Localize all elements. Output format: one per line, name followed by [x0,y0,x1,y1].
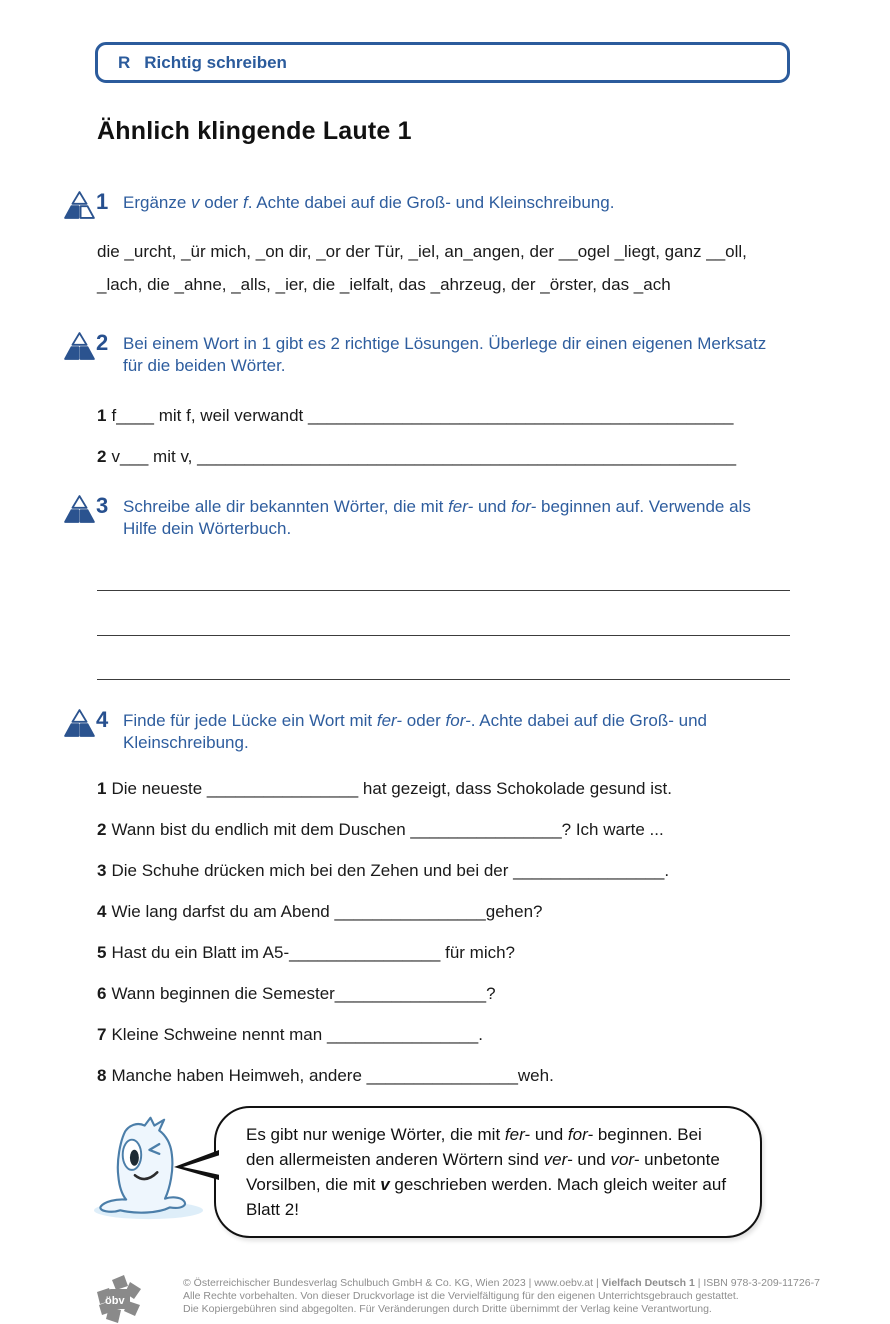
exercise-1-body [97,235,890,301]
difficulty-pyramid-icon [63,709,96,737]
exercise-number: 4 [96,707,109,732]
item-number: 3 [97,861,107,880]
list-item [97,819,890,841]
oebv-logo-text: öbv [105,1295,125,1307]
list-item [97,860,890,882]
item-text: f____ mit f, weil verwandt _____________________________________________ [111,406,734,425]
exercise-number: 1 [96,189,109,214]
exercise-4-header [63,708,890,754]
exercise-1 [63,190,890,301]
exercise-instruction: Bei einem Wort in 1 gibt es 2 richtige Lösungen. Überlege dir einen eigenen Merksatz für die beiden Wörter. [123,334,767,375]
oebv-publisher-logo [95,1274,143,1324]
item-number: 8 [97,1066,107,1085]
gap-fill-line: _lach, die _ahne, _alls, _ier, die _ielfalt, das _ahrzeug, der _örster, das _ach [97,275,671,294]
item-text: Die neueste ________________ hat gezeigt, dass Schokolade gesund ist. [111,779,672,798]
difficulty-pyramid-icon [63,495,96,523]
exercise-2-body [97,405,890,468]
item-number: 6 [97,984,107,1003]
item-text: Die Schuhe drücken mich bei den Zehen und bei der ________________. [111,861,670,880]
exercise-3 [63,494,890,680]
list-item [97,1065,890,1087]
writing-line [97,679,790,680]
list-item [97,446,890,468]
item-text: Manche haben Heimweh, andere ________________weh. [111,1066,554,1085]
list-item [97,405,890,427]
exercise-2 [63,331,890,468]
exercise-1-header [63,190,890,219]
item-text: Hast du ein Blatt im A5-________________ für mich? [111,943,516,962]
imprint-line-3: Die Kopiergebühren sind abgegolten. Für Veränderungen durch Dritte übernimmt der Verlag keine Verantwortung. [183,1302,712,1315]
imprint-line-2: Alle Rechte vorbehalten. Von dieser Druckvorlage ist die Vervielfältigung für den eigenen Unterrichtsgebrauch gestattet. [183,1289,739,1302]
gap-fill-line: die _urcht, _ür mich, _on dir, _or der Tür, _iel, an_angen, der __ogel _liegt, ganz __oll, [97,242,747,261]
list-item [97,942,890,964]
chapter-title: Richtig schreiben [144,52,287,72]
page-title: Ähnlich klingende Laute 1 [97,117,412,145]
item-number: 5 [97,943,107,962]
imprint-text [183,1274,820,1315]
chapter-header-box [95,42,790,83]
exercise-instruction: Finde für jede Lücke ein Wort mit fer- oder for-. Achte dabei auf die Groß- und Kleinschreibung. [123,711,708,752]
list-item [97,778,890,800]
writing-line [97,590,790,591]
item-number: 1 [97,406,107,425]
item-number: 7 [97,1025,107,1044]
exercise-2-header [63,331,890,377]
item-text: Wie lang darfst du am Abend ________________gehen? [111,902,543,921]
exercise-number: 2 [96,330,109,355]
list-item [97,1024,890,1046]
list-item [97,901,890,923]
item-text: v___ mit v, _________________________________________________________ [111,447,737,466]
exercise-instruction: Ergänze v oder f. Achte dabei auf die Groß- und Kleinschreibung. [123,193,615,212]
list-item [97,983,890,1005]
item-text: Wann beginnen die Semester________________? [111,984,496,1003]
speech-bubble [214,1106,762,1238]
page-footer [95,1274,890,1324]
imprint-line-1: © Österreichischer Bundesverlag Schulbuch GmbH & Co. KG, Wien 2023 | www.oebv.at | Vielfach Deutsch 1 | ISBN 978-3-209-11726-7 [183,1277,820,1289]
item-number: 4 [97,902,107,921]
item-number: 2 [97,820,107,839]
difficulty-pyramid-icon [63,332,96,360]
difficulty-pyramid-icon [63,191,96,219]
item-number: 1 [97,779,107,798]
item-text: Kleine Schweine nennt man ________________. [111,1025,483,1044]
chapter-tag: R [118,52,131,72]
exercise-3-body [97,590,890,680]
speech-bubble-text: Es gibt nur wenige Wörter, die mit fer- und for- beginnen. Bei den allermeisten anderen Wörtern sind ver- und vor- unbetonte Vorsilben, die mit v geschrieben werden. Mach gleich weiter auf Blatt 2! [246,1125,727,1219]
exercise-4 [63,708,890,1087]
tip-section [88,1106,890,1238]
exercise-3-header [63,494,890,540]
exercise-number: 3 [96,493,109,518]
item-number: 2 [97,447,107,466]
exercise-4-body [97,778,890,1087]
item-text: Wann bist du endlich mit dem Duschen ________________? Ich warte ... [111,820,664,839]
writing-line [97,635,790,636]
exercise-instruction: Schreibe alle dir bekannten Wörter, die mit fer- und for- beginnen auf. Verwende als Hilfe dein Wörterbuch. [123,497,751,538]
